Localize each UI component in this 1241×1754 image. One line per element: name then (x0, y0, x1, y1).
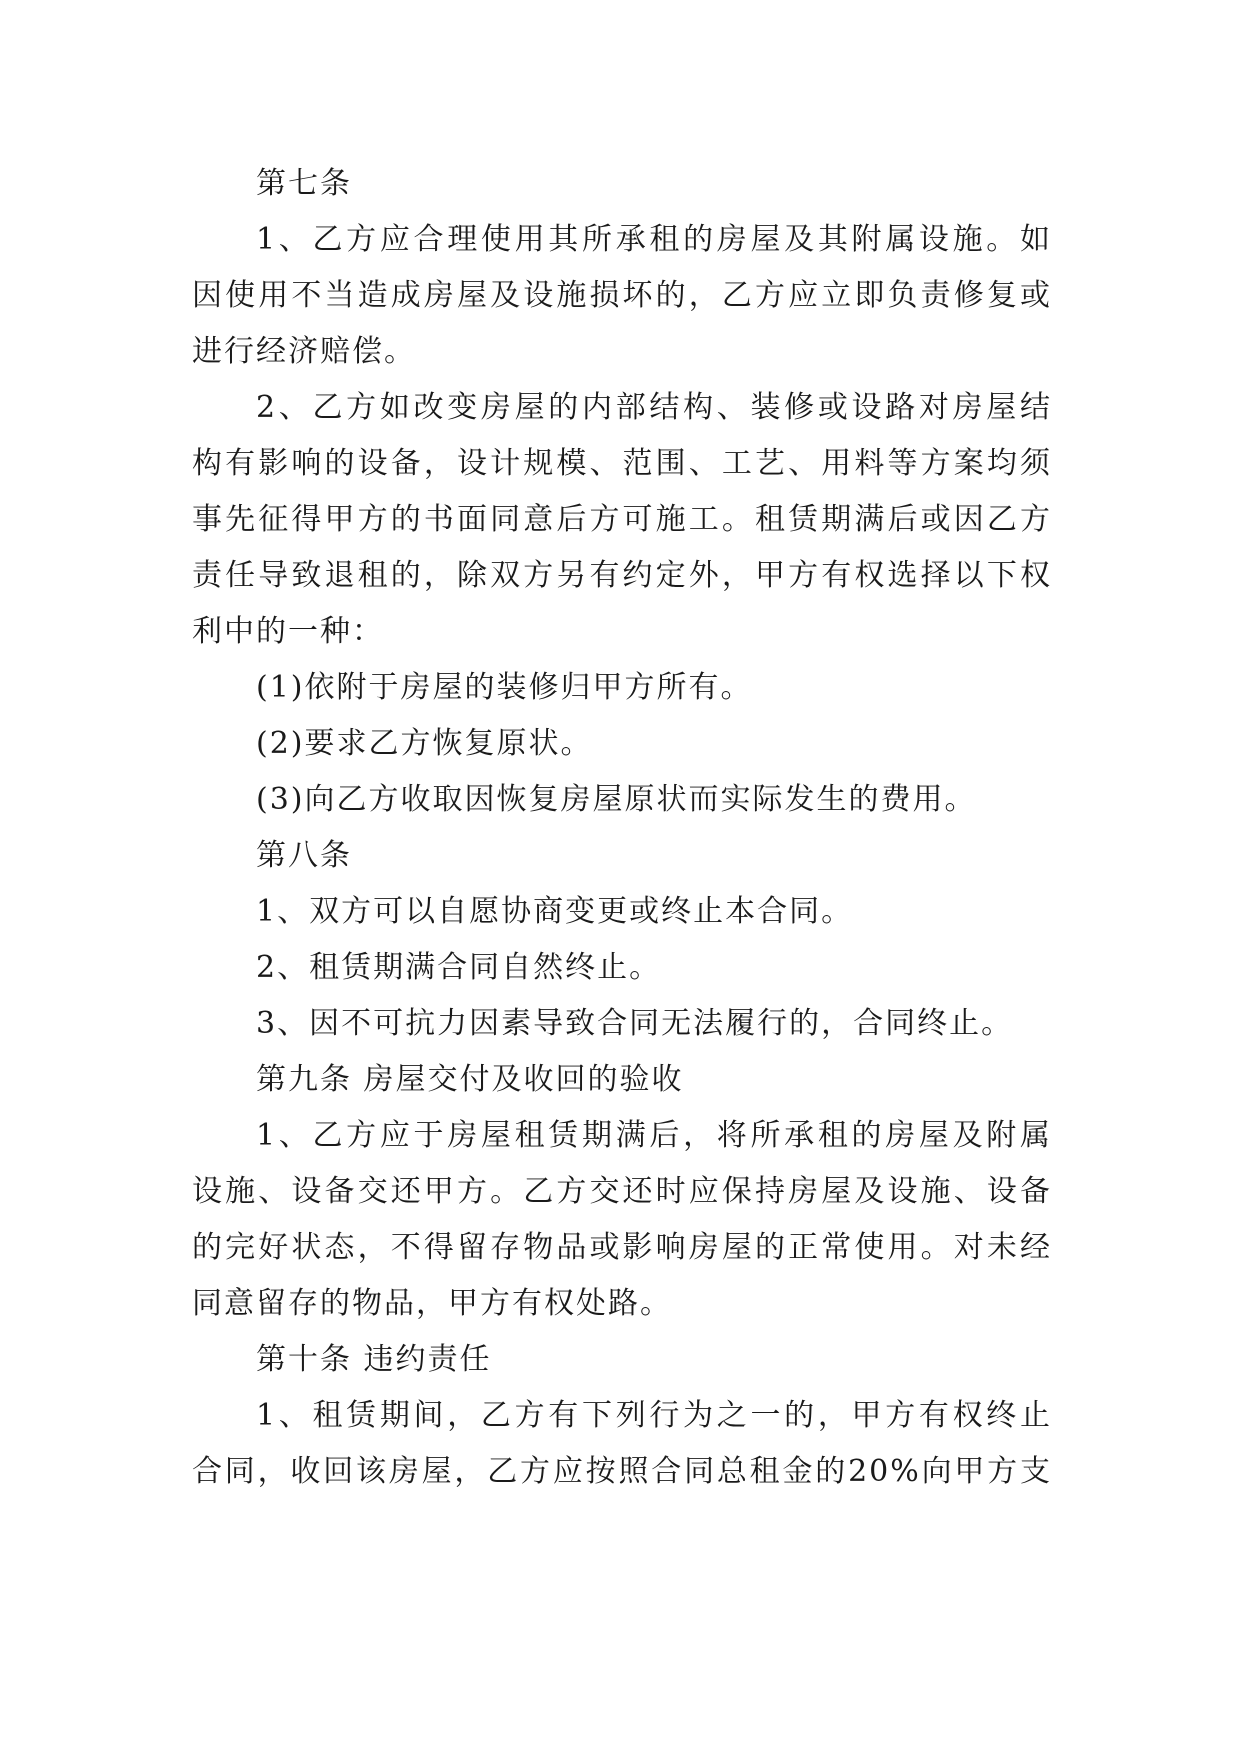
paragraph-line: 责任导致退租的，除双方另有约定外，甲方有权选择以下权 (192, 558, 1052, 593)
paragraph-line: 的完好状态，不得留存物品或影响房屋的正常使用。对未经 (192, 1230, 1052, 1265)
paragraph-line: 1、乙方应于房屋租赁期满后，将所承租的房屋及附属 (256, 1118, 1052, 1153)
paragraph-line: 合同，收回该房屋，乙方应按照合同总租金的20%向甲方支 (192, 1454, 1052, 1489)
article-9-heading: 第九条 房屋交付及收回的验收 (256, 1062, 684, 1097)
paragraph-line: 构有影响的设备，设计规模、范围、工艺、用料等方案均须 (192, 446, 1052, 481)
paragraph-line: 利中的一种： (192, 614, 384, 649)
paragraph-line: 1、乙方应合理使用其所承租的房屋及其附属设施。如 (256, 222, 1052, 257)
paragraph-line: 1、双方可以自愿协商变更或终止本合同。 (256, 894, 854, 929)
list-item: (2)要求乙方恢复原状。 (256, 726, 593, 761)
paragraph-line: 事先征得甲方的书面同意后方可施工。租赁期满后或因乙方 (192, 502, 1052, 537)
article-8-heading: 第八条 (256, 838, 352, 873)
list-item: (1)依附于房屋的装修归甲方所有。 (256, 670, 753, 705)
paragraph-line: 2、乙方如改变房屋的内部结构、装修或设路对房屋结 (256, 390, 1052, 425)
paragraph-line: 2、租赁期满合同自然终止。 (256, 950, 662, 985)
paragraph-line: 进行经济赔偿。 (192, 334, 416, 369)
paragraph-line: 1、租赁期间，乙方有下列行为之一的，甲方有权终止 (256, 1398, 1052, 1433)
paragraph-line: 同意留存的物品，甲方有权处路。 (192, 1286, 672, 1321)
paragraph-line: 设施、设备交还甲方。乙方交还时应保持房屋及设施、设备 (192, 1174, 1052, 1209)
paragraph-line: 因使用不当造成房屋及设施损坏的，乙方应立即负责修复或 (192, 278, 1052, 313)
article-7-heading: 第七条 (256, 166, 352, 201)
list-item: (3)向乙方收取因恢复房屋原状而实际发生的费用。 (256, 782, 977, 817)
article-10-heading: 第十条 违约责任 (256, 1342, 492, 1377)
paragraph-line: 3、因不可抗力因素导致合同无法履行的，合同终止。 (256, 1006, 1014, 1041)
